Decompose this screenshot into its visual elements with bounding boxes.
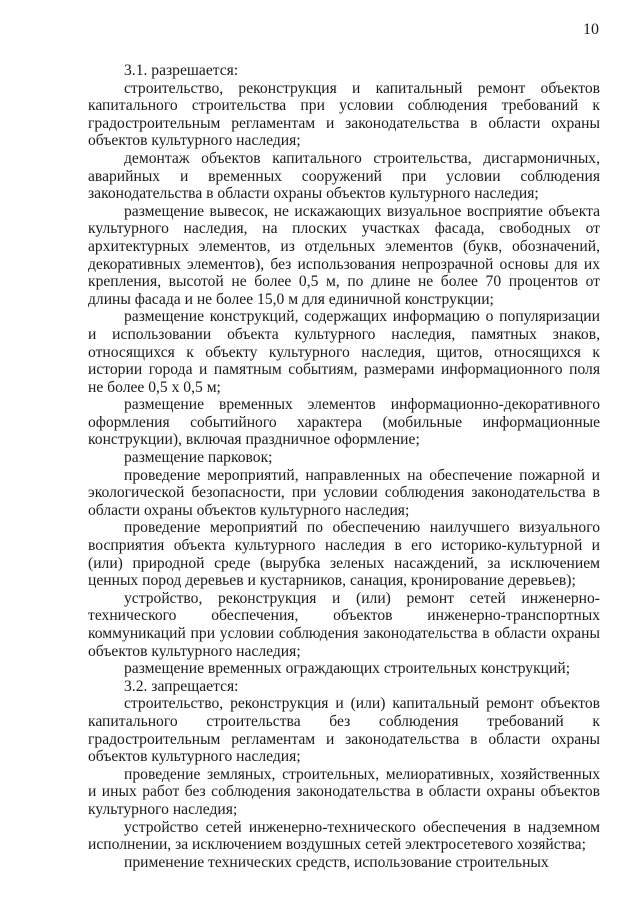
paragraph: демонтаж объектов капитального строительства, дисгармоничных, аварийных и временных сооружений при условии соблюдения законодательства в области охраны объектов культурного наследия; (88, 149, 600, 203)
paragraph: проведение мероприятий, направленных на обеспечение пожарной и экологической безопасности, при условии соблюдения законодательства в области охраны объектов культурного наследия; (88, 466, 600, 519)
paragraph: устройство, реконструкция и (или) ремонт сетей инженерно-технического обеспечения, объектов инженерно-транспортных коммуникаций при условии соблюдения законодательства в области охраны объектов культурного наследия; (88, 589, 600, 660)
paragraph: строительство, реконструкция и (или) капитальный ремонт объектов капитального строительства без соблюдения требований к градостроительным регламентам и законодательства в области охраны объектов культурного наследия; (88, 695, 600, 766)
paragraph: размещение конструкций, содержащих информацию о популяризации и использовании объекта культурного наследия, памятных знаков, относящихся к объекту культурного наследия, щитов, относящихся к истории города и памятным событиям, размерами информационного поля не более 0,5 х 0,5 м; (88, 308, 600, 396)
section-heading-3-2: 3.2. запрещается: (124, 677, 239, 695)
paragraph: размещение временных элементов информационно-декоративного оформления событийного характера (мобильные информационные конструкции), включая праздничное оформление; (88, 396, 600, 449)
paragraph: проведение земляных, строительных, мелиоративных, хозяйственных и иных работ без соблюдения законодательства в области охраны объектов культурного наследия; (88, 765, 600, 818)
paragraph: устройство сетей инженерно-технического обеспечения в надземном исполнении, за исключением воздушных сетей электросетевого хозяйства; (88, 818, 600, 854)
document-body (88, 62, 600, 871)
paragraph: строительство, реконструкция и капитальный ремонт объектов капитального строительства при условии соблюдения требований к градостроительным регламентам и законодательства в области охраны объектов культурного наследия; (88, 79, 600, 150)
paragraph: размещение временных ограждающих строительных конструкций; (124, 660, 571, 678)
page-number: 10 (583, 21, 599, 38)
paragraph: размещение вывесок, не искажающих визуальное восприятие объекта культурного наследия, на плоских участках фасада, свободных от архитектурных элементов, из отдельных элементов (букв, обозначений, декоративных элементов), без использования непрозрачной основы для их крепления, высотой не более 0,5 м, по длине не более 70 процентов от длины фасада и не более 15,0 м для единичной конструкции; (88, 202, 600, 308)
section-heading-3-1: 3.1. разрешается: (124, 62, 239, 79)
paragraph: применение технических средств, использование строительных (124, 853, 549, 871)
paragraph: проведение мероприятий по обеспечению наилучшего визуального восприятия объекта культурного наследия в его историко-культурной и (или) природной среде (вырубка зеленых насаждений, за исключением ценных пород деревьев и кустарников, санация, кронирование деревьев); (88, 519, 600, 590)
paragraph: размещение парковок; (124, 449, 273, 467)
